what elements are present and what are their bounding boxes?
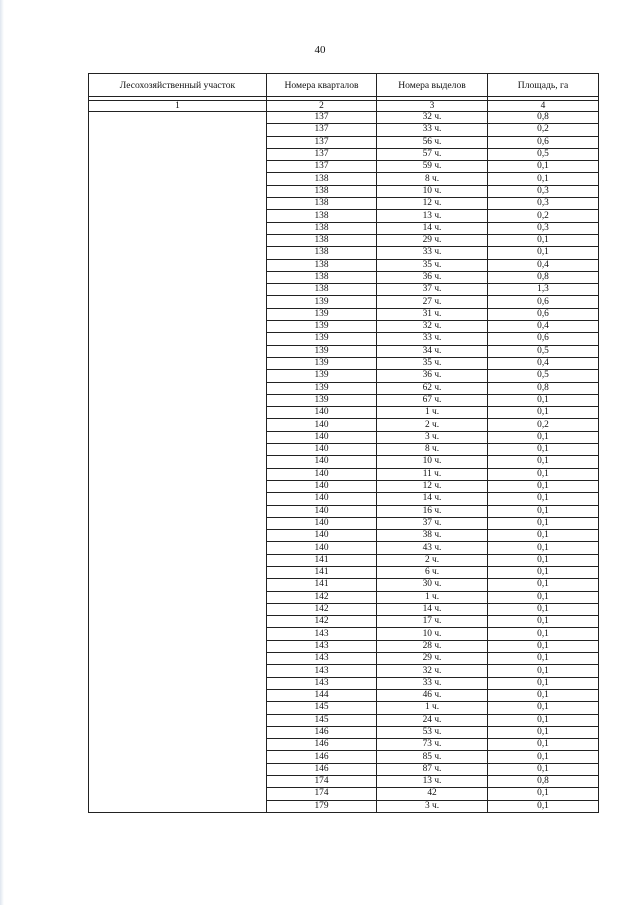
quarter-number-cell: 137 — [267, 124, 377, 136]
quarter-number-cell: 141 — [267, 579, 377, 591]
quarter-number-cell: 140 — [267, 517, 377, 529]
allotment-number-cell: 14 ч. — [377, 493, 488, 505]
allotment-number-cell: 30 ч. — [377, 579, 488, 591]
allotment-number-cell: 1 ч. — [377, 591, 488, 603]
quarter-number-cell: 139 — [267, 333, 377, 345]
column-number-4: 4 — [488, 101, 599, 112]
quarter-number-cell: 141 — [267, 566, 377, 578]
allotment-number-cell: 2 ч. — [377, 554, 488, 566]
area-cell: 0,2 — [488, 419, 599, 431]
area-cell: 0,1 — [488, 665, 599, 677]
area-cell: 0,5 — [488, 345, 599, 357]
table-header-row — [89, 74, 599, 97]
allotment-number-cell: 6 ч. — [377, 566, 488, 578]
quarter-number-cell: 143 — [267, 628, 377, 640]
area-cell: 0,1 — [488, 247, 599, 259]
allotment-number-cell: 36 ч. — [377, 271, 488, 283]
allotment-number-cell: 29 ч. — [377, 234, 488, 246]
area-cell: 0,1 — [488, 579, 599, 591]
quarter-number-cell: 138 — [267, 234, 377, 246]
allotment-number-cell: 1 ч. — [377, 407, 488, 419]
allotment-number-cell: 53 ч. — [377, 726, 488, 738]
area-cell: 0,1 — [488, 530, 599, 542]
quarter-number-cell: 138 — [267, 259, 377, 271]
area-cell: 0,3 — [488, 222, 599, 234]
allotment-number-cell: 3 ч. — [377, 800, 488, 812]
allotment-number-cell: 13 ч. — [377, 776, 488, 788]
forest-plot-cell — [89, 112, 267, 813]
allotment-number-cell: 34 ч. — [377, 345, 488, 357]
quarter-number-cell: 137 — [267, 161, 377, 173]
allotment-number-cell: 17 ч. — [377, 616, 488, 628]
allotment-number-cell: 12 ч. — [377, 480, 488, 492]
column-number-1: 1 — [89, 101, 267, 112]
allotment-number-cell: 27 ч. — [377, 296, 488, 308]
area-cell: 0,5 — [488, 370, 599, 382]
quarter-number-cell: 138 — [267, 173, 377, 185]
allotment-number-cell: 57 ч. — [377, 148, 488, 160]
allotment-number-cell: 33 ч. — [377, 247, 488, 259]
quarter-number-cell: 140 — [267, 480, 377, 492]
area-cell: 0,1 — [488, 763, 599, 775]
area-cell: 0,1 — [488, 739, 599, 751]
allotment-number-cell: 32 ч. — [377, 321, 488, 333]
allotment-number-cell: 73 ч. — [377, 739, 488, 751]
area-cell: 0,1 — [488, 689, 599, 701]
area-cell: 0,1 — [488, 554, 599, 566]
area-cell: 0,1 — [488, 603, 599, 615]
quarter-number-cell: 138 — [267, 284, 377, 296]
area-cell: 0,2 — [488, 210, 599, 222]
area-cell: 0,1 — [488, 505, 599, 517]
allotment-number-cell: 33 ч. — [377, 333, 488, 345]
area-cell: 0,1 — [488, 542, 599, 554]
quarter-number-cell: 140 — [267, 530, 377, 542]
area-cell: 0,6 — [488, 333, 599, 345]
quarter-number-cell: 140 — [267, 456, 377, 468]
quarter-number-cell: 143 — [267, 677, 377, 689]
quarter-number-cell: 138 — [267, 198, 377, 210]
quarter-number-cell: 143 — [267, 665, 377, 677]
area-cell: 0,8 — [488, 382, 599, 394]
quarter-number-cell: 174 — [267, 776, 377, 788]
quarter-number-cell: 146 — [267, 739, 377, 751]
allotment-number-cell: 14 ч. — [377, 222, 488, 234]
allotment-number-cell: 10 ч. — [377, 628, 488, 640]
allotment-number-cell: 37 ч. — [377, 284, 488, 296]
allotment-number-cell: 62 ч. — [377, 382, 488, 394]
table-row — [89, 112, 599, 124]
page-number: 40 — [314, 44, 326, 56]
quarter-number-cell: 143 — [267, 653, 377, 665]
area-cell: 0,2 — [488, 124, 599, 136]
allotment-number-cell: 35 ч. — [377, 259, 488, 271]
area-cell: 0,4 — [488, 259, 599, 271]
area-cell: 0,1 — [488, 677, 599, 689]
quarter-number-cell: 138 — [267, 185, 377, 197]
allotment-number-cell: 29 ч. — [377, 653, 488, 665]
allotment-number-cell: 35 ч. — [377, 357, 488, 369]
allotment-number-cell: 32 ч. — [377, 112, 488, 124]
quarter-number-cell: 138 — [267, 247, 377, 259]
area-cell: 0,1 — [488, 788, 599, 800]
area-cell: 0,1 — [488, 456, 599, 468]
header-area: Площадь, га — [488, 74, 599, 97]
allotment-number-cell: 87 ч. — [377, 763, 488, 775]
allotment-number-cell: 36 ч. — [377, 370, 488, 382]
quarter-number-cell: 142 — [267, 591, 377, 603]
quarter-number-cell: 140 — [267, 505, 377, 517]
column-number-3: 3 — [377, 101, 488, 112]
quarter-number-cell: 144 — [267, 689, 377, 701]
quarter-number-cell: 137 — [267, 148, 377, 160]
allotment-number-cell: 10 ч. — [377, 456, 488, 468]
area-cell: 0,1 — [488, 714, 599, 726]
area-cell: 0,1 — [488, 480, 599, 492]
area-cell: 0,1 — [488, 702, 599, 714]
allotment-number-cell: 12 ч. — [377, 198, 488, 210]
allotment-number-cell: 28 ч. — [377, 640, 488, 652]
area-cell: 0,1 — [488, 234, 599, 246]
area-cell: 0,1 — [488, 161, 599, 173]
area-cell: 0,8 — [488, 271, 599, 283]
quarter-number-cell: 140 — [267, 542, 377, 554]
quarter-number-cell: 142 — [267, 616, 377, 628]
area-cell: 0,1 — [488, 394, 599, 406]
allotment-number-cell: 14 ч. — [377, 603, 488, 615]
area-cell: 0,3 — [488, 185, 599, 197]
allotment-number-cell: 46 ч. — [377, 689, 488, 701]
quarter-number-cell: 139 — [267, 321, 377, 333]
quarter-number-cell: 137 — [267, 112, 377, 124]
area-cell: 1,3 — [488, 284, 599, 296]
allotment-number-cell: 31 ч. — [377, 308, 488, 320]
quarter-number-cell: 139 — [267, 382, 377, 394]
allotment-number-cell: 16 ч. — [377, 505, 488, 517]
quarter-number-cell: 139 — [267, 308, 377, 320]
quarter-number-cell: 140 — [267, 444, 377, 456]
area-cell: 0,1 — [488, 431, 599, 443]
quarter-number-cell: 146 — [267, 751, 377, 763]
area-cell: 0,1 — [488, 566, 599, 578]
allotment-number-cell: 13 ч. — [377, 210, 488, 222]
forest-plots-table — [88, 73, 599, 813]
quarter-number-cell: 140 — [267, 419, 377, 431]
area-cell: 0,1 — [488, 493, 599, 505]
allotment-number-cell: 42 — [377, 788, 488, 800]
allotment-number-cell: 24 ч. — [377, 714, 488, 726]
quarter-number-cell: 145 — [267, 702, 377, 714]
allotment-number-cell: 32 ч. — [377, 665, 488, 677]
column-number-2: 2 — [267, 101, 377, 112]
quarter-number-cell: 146 — [267, 726, 377, 738]
quarter-number-cell: 141 — [267, 554, 377, 566]
allotment-number-cell: 85 ч. — [377, 751, 488, 763]
area-cell: 0,6 — [488, 296, 599, 308]
area-cell: 0,4 — [488, 321, 599, 333]
allotment-number-cell: 2 ч. — [377, 419, 488, 431]
quarter-number-cell: 179 — [267, 800, 377, 812]
table-body — [89, 112, 599, 813]
area-cell: 0,1 — [488, 444, 599, 456]
allotment-number-cell: 10 ч. — [377, 185, 488, 197]
area-cell: 0,6 — [488, 136, 599, 148]
quarter-number-cell: 137 — [267, 136, 377, 148]
quarter-number-cell: 145 — [267, 714, 377, 726]
allotment-number-cell: 33 ч. — [377, 677, 488, 689]
quarter-number-cell: 139 — [267, 370, 377, 382]
scan-edge — [0, 0, 4, 905]
quarter-number-cell: 140 — [267, 431, 377, 443]
area-cell: 0,1 — [488, 726, 599, 738]
quarter-number-cell: 138 — [267, 210, 377, 222]
allotment-number-cell: 56 ч. — [377, 136, 488, 148]
allotment-number-cell: 33 ч. — [377, 124, 488, 136]
area-cell: 0,5 — [488, 148, 599, 160]
area-cell: 0,1 — [488, 616, 599, 628]
column-numbers-row — [89, 101, 599, 112]
area-cell: 0,8 — [488, 112, 599, 124]
allotment-number-cell: 11 ч. — [377, 468, 488, 480]
quarter-number-cell: 174 — [267, 788, 377, 800]
quarter-number-cell: 139 — [267, 296, 377, 308]
quarter-number-cell: 138 — [267, 222, 377, 234]
area-cell: 0,1 — [488, 173, 599, 185]
area-cell: 0,1 — [488, 640, 599, 652]
quarter-number-cell: 139 — [267, 357, 377, 369]
allotment-number-cell: 3 ч. — [377, 431, 488, 443]
area-cell: 0,1 — [488, 407, 599, 419]
area-cell: 0,1 — [488, 751, 599, 763]
quarter-number-cell: 142 — [267, 603, 377, 615]
quarter-number-cell: 140 — [267, 493, 377, 505]
area-cell: 0,1 — [488, 517, 599, 529]
allotment-number-cell: 8 ч. — [377, 444, 488, 456]
area-cell: 0,3 — [488, 198, 599, 210]
allotment-number-cell: 37 ч. — [377, 517, 488, 529]
quarter-number-cell: 140 — [267, 468, 377, 480]
quarter-number-cell: 140 — [267, 407, 377, 419]
header-allotment-numbers: Номера выделов — [377, 74, 488, 97]
area-cell: 0,6 — [488, 308, 599, 320]
allotment-number-cell: 67 ч. — [377, 394, 488, 406]
area-cell: 0,4 — [488, 357, 599, 369]
allotment-number-cell: 59 ч. — [377, 161, 488, 173]
quarter-number-cell: 139 — [267, 394, 377, 406]
area-cell: 0,8 — [488, 776, 599, 788]
allotment-number-cell: 8 ч. — [377, 173, 488, 185]
area-cell: 0,1 — [488, 591, 599, 603]
allotment-number-cell: 1 ч. — [377, 702, 488, 714]
area-cell: 0,1 — [488, 800, 599, 812]
header-quarter-numbers: Номера кварталов — [267, 74, 377, 97]
header-forest-plot: Лесохозяйственный участок — [89, 74, 267, 97]
quarter-number-cell: 143 — [267, 640, 377, 652]
area-cell: 0,1 — [488, 628, 599, 640]
quarter-number-cell: 138 — [267, 271, 377, 283]
quarter-number-cell: 139 — [267, 345, 377, 357]
quarter-number-cell: 146 — [267, 763, 377, 775]
allotment-number-cell: 43 ч. — [377, 542, 488, 554]
area-cell: 0,1 — [488, 468, 599, 480]
allotment-number-cell: 38 ч. — [377, 530, 488, 542]
area-cell: 0,1 — [488, 653, 599, 665]
